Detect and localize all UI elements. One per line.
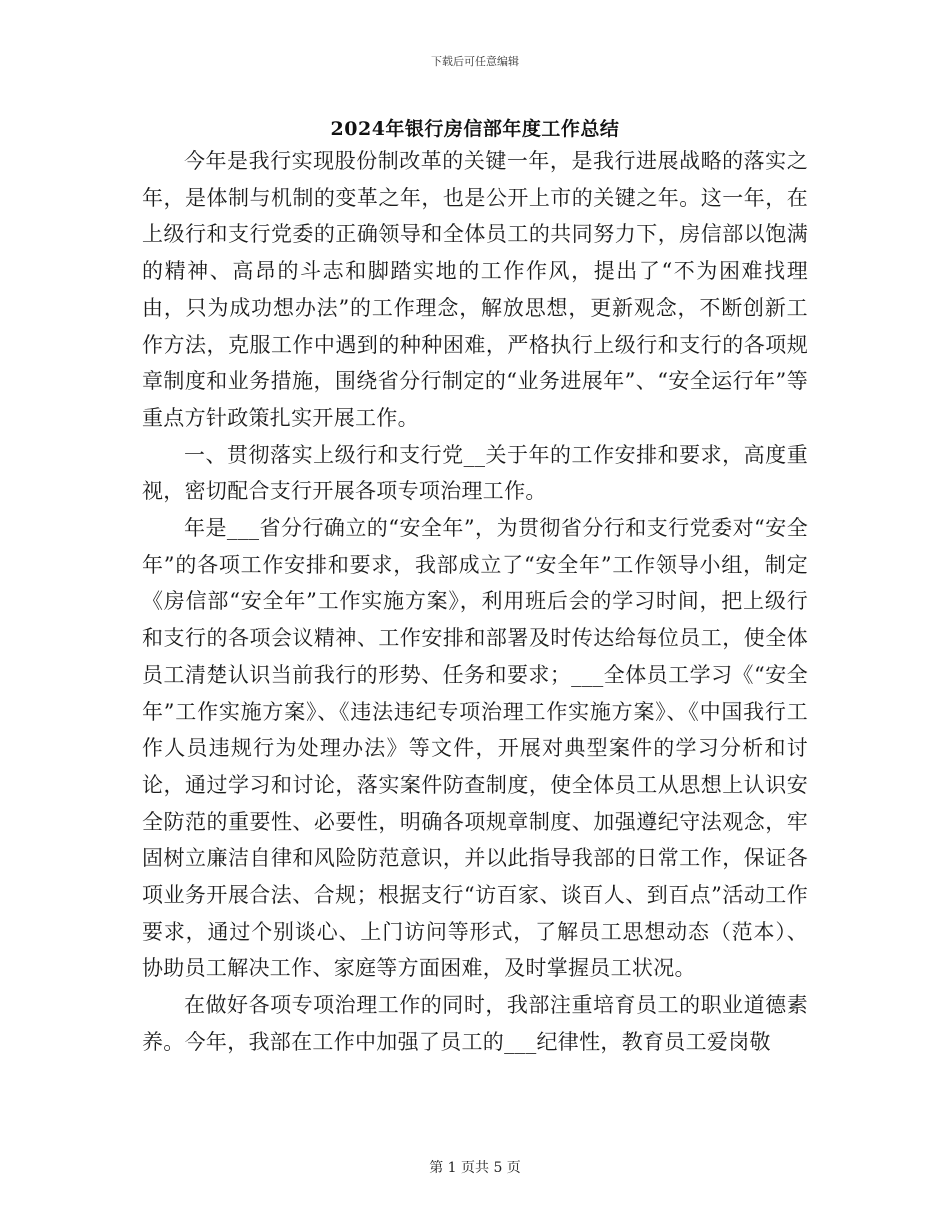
paragraph-intro: 今年是我行实现股份制改革的关键一年，是我行进展战略的落实之年，是体制与机制的变革之年，也是公开上市的关键之年。这一年，在上级行和支行党委的正确领导和全体员工的共同努力下，房信部以饱满的精神、高昂的斗志和脚踏实地的工作作风，提出了“不为困难找理由，只为成功想办法”的工作理念，解放思想，更新观念，不断创新工作方法，克服工作中遇到的种种困难，严格执行上级行和支行的各项规章制度和业务措施，围绕省分行制定的“业务进展年”、“安全运行年”等重点方针政策扎实开展工作。 — [142, 149, 808, 430]
paragraph-section-one: 一、贯彻落实上级行和支行党__关于年的工作安排和要求，高度重视，密切配合支行开展各项专项治理工作。 — [142, 442, 808, 504]
paragraph-safety-year: 年是___省分行确立的“安全年”，为贯彻省分行和支行党委对“安全年”的各项工作安排和要求，我部成立了“安全年”工作领导小组，制定《房信部“安全年”工作实施方案》，利用班后会的学习时间，把上级行和支行的各项会议精神、工作安排和部署及时传达给每位员工，使全体员工清楚认识当前我行的形势、任务和要求；___全体员工学习《“安全年”工作实施方案》、《违法违纪专项治理工作实施方案》、《中国我行工作人员违规行为处理办法》等文件，开展对典型案件的学习分析和讨论，通过学习和讨论，落实案件防查制度，使全体员工从思想上认识安全防范的重要性、必要性，明确各项规章制度、加强遵纪守法观念，牢固树立廉洁自律和风险防范意识，并以此指导我部的日常工作，保证各项业务开展合法、合规；根据支行“访百家、谈百人、到百点”活动工作要求，通过个别谈心、上门访问等形式，了解员工思想动态（范本）、协助员工解决工作、家庭等方面困难，及时掌握员工状况。 — [142, 516, 808, 981]
page-footer-indicator: 第 1 页共 5 页 — [429, 1160, 521, 1176]
page-header-note: 下载后可任意编辑 — [431, 55, 519, 68]
paragraph-ethics: 在做好各项专项治理工作的同时，我部注重培育员工的职业道德素养。今年，我部在工作中加强了员工的___纪律性，教育员工爱岗敬 — [142, 993, 808, 1054]
document-body — [142, 143, 808, 1061]
document-title: 2024年银行房信部年度工作总结 — [330, 118, 620, 140]
